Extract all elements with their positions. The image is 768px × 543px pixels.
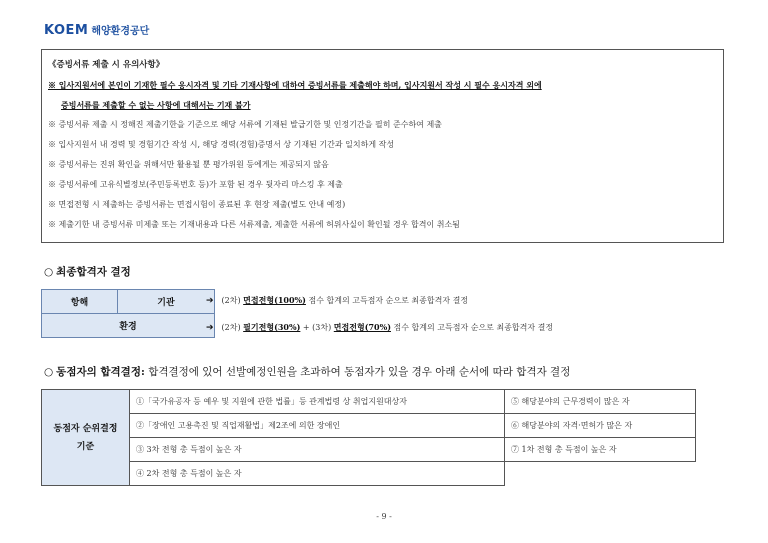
notice-box (41, 49, 724, 243)
notice-line: ※ 증빙서류 제출 시 정해진 제출기한을 기준으로 해당 서류에 기재된 발급기한 및 인정기간을 필히 준수하여 제출 (48, 120, 442, 129)
tie-criterion: ⑥ 해당분야의 자격·면허가 많은 자 (505, 414, 696, 438)
final-section-heading (44, 264, 131, 279)
notice-title: 《증빙서류 제출 시 유의사항》 (48, 60, 165, 70)
notice-line: ※ 제출기한 내 증빙서류 미제출 또는 기재내용과 다른 서류제출, 제출한 서류에 허위사실이 확인될 경우 합격이 취소됨 (48, 220, 460, 229)
logo-mark: KOEM (44, 23, 89, 38)
result-middle: + (3차) (300, 323, 334, 332)
tie-break-header: 동점자 순위결정 기준 (42, 390, 130, 486)
arrow-right-icon: ➔ (206, 323, 214, 333)
notice-line: ※ 면접전형 시 제출하는 증빙서류는 면접시험이 종료된 후 현장 제출(별도 안내 예정) (48, 200, 346, 209)
result-emphasis: 면접전형(100%) (243, 295, 306, 305)
logo (44, 22, 149, 38)
page-number: - 9 - (376, 512, 392, 521)
tie-criterion: ①「국가유공자 등 예우 및 지원에 관한 법률」등 관계법령 상 취업지원대상자 (130, 390, 505, 414)
result-suffix: 점수 합계의 고득점자 순으로 최종합격자 결정 (391, 323, 554, 332)
arrow-right-icon: ➔ (206, 296, 214, 306)
tie-criterion: ③ 3차 전형 총 득점이 높은 자 (130, 438, 505, 462)
department-table (41, 289, 215, 338)
tie-criterion: ⑦ 1차 전형 총 득점이 높은 자 (505, 438, 696, 462)
tie-section-desc: 합격결정에 있어 선발예정인원을 초과하여 동점자가 있을 경우 아래 순서에 따라 합격자 결정 (144, 366, 571, 378)
result-emphasis: 필기전형(30%) (243, 322, 301, 332)
final-section-title: 최종합격자 결정 (56, 266, 131, 278)
result-emphasis: 면접전형(70%) (333, 322, 391, 332)
result-prefix: (2차) (221, 296, 244, 305)
notice-line: ※ 입사지원서에 본인이 기재한 필수 응시자격 및 기타 기재사항에 대하여 증빙서류를 제출해야 하며, 입사지원서 작성 시 필수 응시자격 외에 (48, 80, 542, 90)
dept-navigation: 항해 (42, 290, 118, 314)
tie-criterion: ⑤ 해당분야의 근무경력이 많은 자 (505, 390, 696, 414)
logo-text: 해양환경공단 (91, 26, 150, 37)
tie-section-heading (44, 364, 570, 379)
empty-cell (505, 462, 696, 486)
notice-line: ※ 입사지원서 내 경력 및 경험기간 작성 시, 해당 경력(경험)증명서 상 기재된 기간과 일치하게 작성 (48, 140, 395, 149)
result-line-nav-eng (206, 295, 468, 306)
tie-break-table (41, 389, 696, 486)
dept-engineering: 기관 (118, 290, 215, 314)
notice-line: ※ 증빙서류에 고유식별정보(주민등록번호 등)가 포함 된 경우 뒷자리 마스킹 후 제출 (48, 180, 343, 189)
circle-bullet-icon: ○ (44, 366, 54, 378)
result-line-env (206, 322, 553, 333)
circle-bullet-icon: ○ (44, 266, 54, 278)
result-prefix: (2차) (221, 323, 244, 332)
dept-environment: 환경 (42, 314, 215, 338)
notice-line: ※ 증빙서류는 진위 확인을 위해서만 활용될 뿐 평가위원 등에게는 제공되지 않음 (48, 160, 329, 169)
tie-criterion: ④ 2차 전형 총 득점이 높은 자 (130, 462, 505, 486)
notice-line: 증빙서류를 제출할 수 없는 사항에 대해서는 기재 불가 (61, 100, 251, 110)
tie-criterion: ②「장애인 고용촉진 및 직업재활법」제2조에 의한 장애인 (130, 414, 505, 438)
tie-section-title: 동점자의 합격결정: (56, 366, 145, 378)
result-suffix: 점수 합계의 고득점자 순으로 최종합격자 결정 (305, 296, 469, 305)
